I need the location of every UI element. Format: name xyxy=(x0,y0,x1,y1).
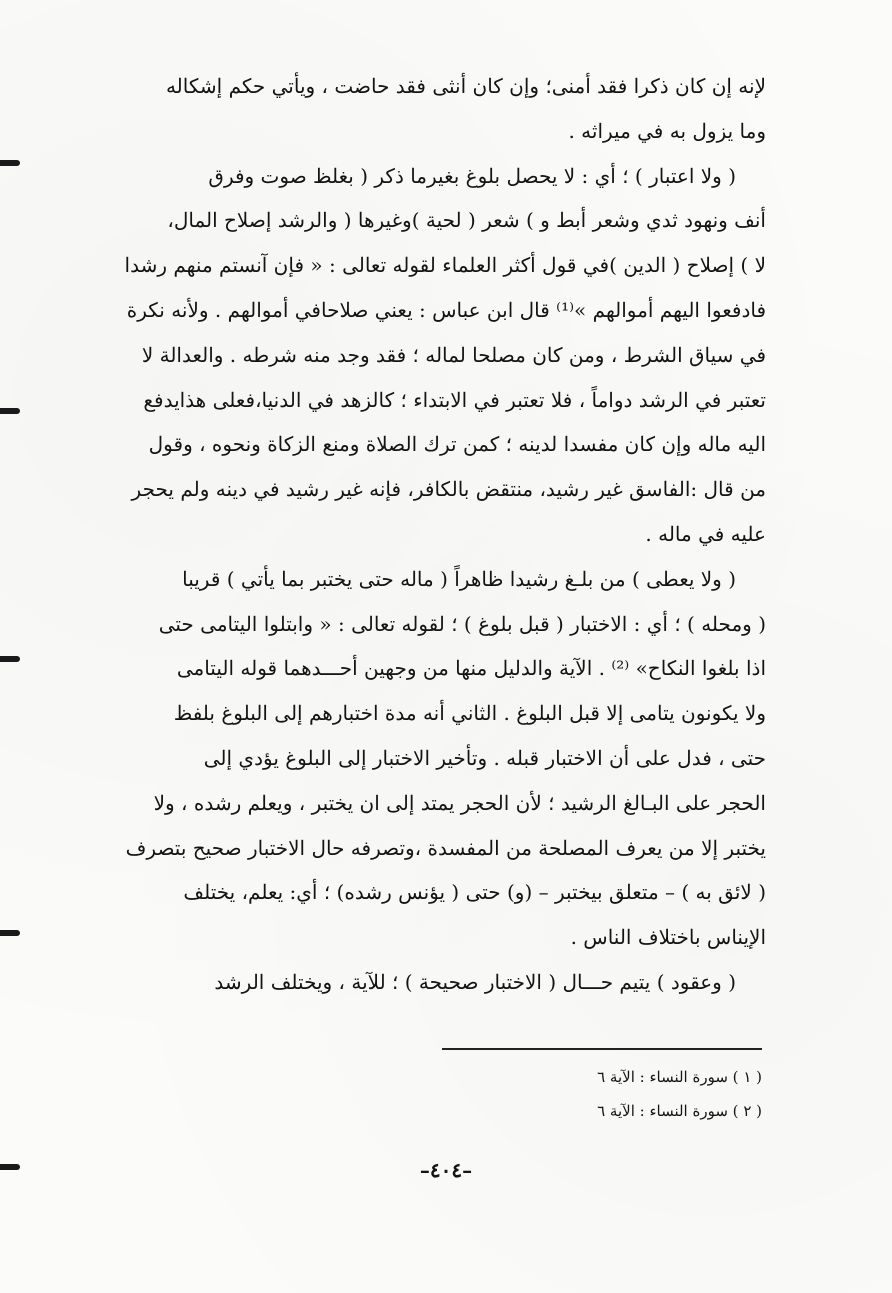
paragraph-start-line: ( ولا اعتبار ) ؛ أي : لا يحصل بلوغ بغيرما ذكر ( بغلظ صوت وفرق xyxy=(208,163,736,188)
text-line: اذا بلغوا النكاح» ⁽²⁾ . الآية والدليل منها من وجهين أحـــدهما قوله اليتامى xyxy=(176,656,766,681)
text-line: ( ومحله ) ؛ أي : الاختبار ( قبل بلوغ ) ؛ لقوله تعالى : « وابتلوا اليتامى حتى xyxy=(158,611,766,636)
text-line: فادفعوا اليهم أموالهم »⁽¹⁾ قال ابن عباس : يعني صلاحافي أموالهم . ولأنه نكرة xyxy=(126,297,766,322)
text-line: لا ) إصلاح ( الدين )في قول أكثر العلماء لقوله تعالى : « فإن آنستم منهم رشدا xyxy=(124,253,766,278)
footnote-1: ( ١ ) سورة النساء : الآية ٦ xyxy=(597,1068,762,1086)
margin-mark xyxy=(0,656,20,662)
text-line: الحجر على البـالغ الرشيد ؛ لأن الحجر يمتد إلى ان يختبر ، ويعلم رشده ، ولا xyxy=(153,790,766,815)
text-line: يختبر إلا من يعرف المصلحة من المفسدة ،وتصرفه حال الاختبار صحيح بتصرف xyxy=(125,835,766,860)
footnotes xyxy=(440,1060,762,1128)
text-line: لإنه إن كان ذكرا فقد أمنى؛ وإن كان أنثى فقد حاضت ، ويأتي حكم إشكاله xyxy=(165,74,766,98)
main-text xyxy=(112,64,766,1005)
text-line: عليه في ماله . xyxy=(645,521,766,546)
text-line: حتى ، فدل على أن الاختبار قبله . وتأخير الاختبار إلى البلوغ يؤدي إلى xyxy=(203,745,766,770)
margin-mark xyxy=(0,408,20,414)
margin-mark xyxy=(0,930,20,936)
text-line: من قال :الفاسق غير رشيد، منتقض بالكافر، فإنه غير رشيد في دينه ولم يحجر xyxy=(131,477,766,502)
footnote-separator xyxy=(442,1048,762,1050)
paragraph-start-line: ( وعقود ) يتيم حـــال ( الاختبار صحيحة ) ؛ للآية ، ويختلف الرشد xyxy=(214,969,736,994)
page-number: –٤٠٤– xyxy=(419,1158,473,1182)
text-line: في سياق الشرط ، ومن كان مصلحا لماله ؛ فقد وجد منه شرطه . والعدالة لا xyxy=(141,342,766,367)
text-line: وما يزول به في ميراثه . xyxy=(568,118,766,143)
text-line: أنف ونهود ثدي وشعر أبط و ) شعر ( لحية )وغيرها ( والرشد إصلاح المال، xyxy=(167,208,766,233)
text-line: الإيناس باختلاف الناس . xyxy=(570,925,766,950)
footnote-2: ( ٢ ) سورة النساء : الآية ٦ xyxy=(597,1102,762,1120)
text-line: ولا يكونون يتامى إلا قبل البلوغ . الثاني أنه مدة اختبارهم إلى البلوغ بلفظ xyxy=(173,701,766,726)
text-line: تعتبر في الرشد دواماً ، فلا تعتبر في الابتداء ؛ كالزهد في الدنيا،فعلى هذايدفع xyxy=(143,387,766,412)
paragraph-start-line: ( ولا يعطى ) من بلـغ رشيدا ظاهراً ( ماله حتى يختبر بما يأتي ) قريبا xyxy=(182,566,736,591)
text-line: اليه ماله وإن كان مفسدا لدينه ؛ كمن ترك الصلاة ومنع الزكاة ونحوه ، وقول xyxy=(148,432,766,457)
margin-mark xyxy=(0,160,20,166)
text-line: ( لائق به ) – متعلق بيختبر – (و) حتى ( يؤنس رشده) ؛ أي: يعلم، يختلف xyxy=(183,880,766,905)
